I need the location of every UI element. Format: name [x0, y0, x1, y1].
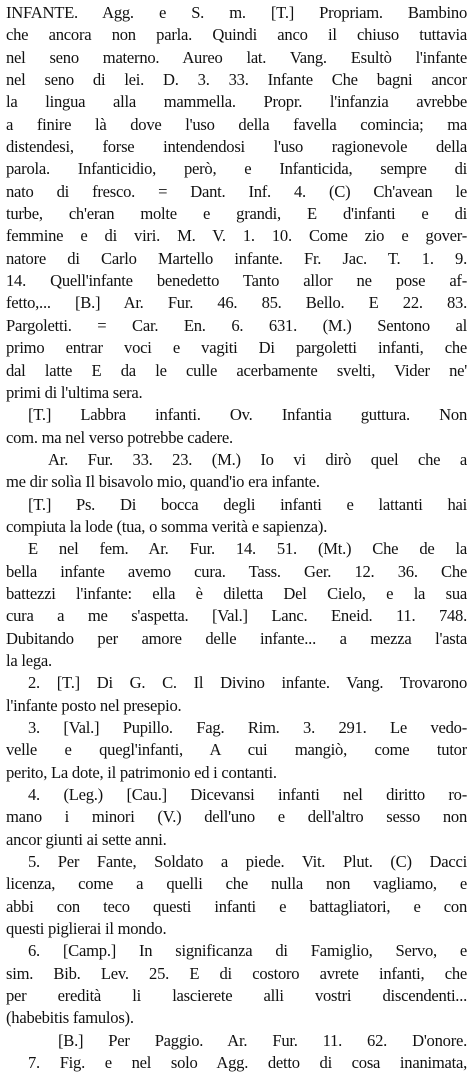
entry-text-line: femmine e di viri. M. V. 1. 10. Come zio e gover-: [6, 226, 467, 246]
entry-text-line: 4. (Leg.) [Cau.] Dicevansi infanti nel diritto ro-: [28, 785, 467, 805]
entry-text-line: abbi con teco questi infanti e battagliatori, e con: [6, 896, 467, 916]
entry-text-line: cura a me s'aspetta. [Val.] Lanc. Eneid. 11. 748.: [6, 606, 467, 626]
entry-text-line: dal latte E da le culle acerbamente svelti, Vider ne': [6, 360, 467, 380]
entry-text-line: nel seno di lei. D. 3. 33. Infante Che bagni ancor: [6, 70, 467, 90]
entry-text-line: questi piglierai il mondo.: [6, 919, 167, 939]
entry-text-line: battezzi l'infante: ella è diletta Del Cielo, e la sua: [6, 583, 467, 603]
entry-text-line: Ar. Fur. 33. 23. (M.) Io vi dirò quel che a: [48, 449, 467, 469]
entry-text-line: mano i minori (V.) dell'uno e dell'altro sesso non: [6, 807, 467, 827]
entry-text-line: la lingua alla mammella. Propr. l'infanzia avrebbe: [6, 92, 467, 112]
entry-text-line: [T.] Labbra infanti. Ov. Infantia guttura. Non: [28, 405, 467, 425]
entry-text-line: com. ma nel verso potrebbe cadere.: [6, 427, 233, 447]
entry-text-line: ancor giunti ai sette anni.: [6, 829, 167, 849]
entry-text-line: velle e quegl'infanti, A cui mangiò, come tutor: [6, 740, 467, 760]
entry-text-line: [B.] Per Paggio. Ar. Fur. 11. 62. D'onore.: [58, 1030, 467, 1050]
entry-text-line: parola. Infanticidio, però, e Infanticida, sempre di: [6, 159, 467, 179]
entry-text-line: [T.] Ps. Di bocca degli infanti e lattanti hai: [28, 494, 467, 514]
entry-text-line: l'infante posto nel presepio.: [6, 695, 182, 715]
entry-text-line: 3. [Val.] Pupillo. Fag. Rim. 3. 291. Le vedo-: [28, 718, 467, 737]
entry-text-line: compiuta la lode (tua, o somma verità e sapienza).: [6, 516, 328, 536]
entry-text-line: bella infante avemo cura. Tass. Ger. 12. 36. Che: [6, 561, 467, 581]
entry-text-line: nato di fresco. = Dant. Inf. 4. (C) Ch'avean le: [6, 181, 467, 201]
entry-text-line: a finire là dove l'uso della favella comincia; ma: [6, 114, 467, 134]
entry-text-line: primo entrar voci e vagiti Di pargoletti infanti, che: [6, 338, 467, 358]
entry-headline: INFANTE. Agg. e S. m. [T.] Propriam. Bambino: [6, 3, 467, 22]
entry-text-line: licenza, come a quelli che nulla non vagliamo, e: [6, 874, 467, 894]
entry-text-line: perito, La dote, il patrimonio ed i contanti.: [6, 762, 277, 782]
entry-text-line: sim. Bib. Lev. 25. E di costoro avrete infanti, che: [6, 963, 467, 983]
entry-text-line: distendesi, forse intendendosi l'uso ragionevole della: [6, 137, 467, 157]
entry-text-line: (habebitis famulos).: [6, 1008, 134, 1028]
entry-text-line: E nel fem. Ar. Fur. 14. 51. (Mt.) Che de la: [28, 539, 467, 559]
entry-text-line: 6. [Camp.] In significanza di Famiglio, Servo, e: [28, 941, 467, 961]
entry-text-line: che ancora non parla. Quindi anco il chiuso tuttavia: [6, 25, 467, 45]
entry-text-line: fetto,... [B.] Ar. Fur. 46. 85. Bello. E 22. 83.: [6, 293, 467, 313]
entry-text-line: Dubitando per amore delle infante... a mezza l'asta: [6, 628, 467, 648]
entry-text-line: natore di Carlo Martello infante. Fr. Jac. T. 1. 9.: [6, 248, 467, 268]
entry-text-line: 14. Quell'infante benedetto Tanto allor ne pose af-: [6, 271, 467, 291]
entry-text-line: me dir solìa Il bisavolo mio, quand'io era infante.: [6, 472, 320, 492]
entry-text-line: turbe, ch'eran molte e grandi, E d'infanti e di: [6, 204, 467, 224]
entry-text-line: nel seno materno. Aureo lat. Vang. Esultò l'infante: [6, 47, 467, 67]
entry-text-line: per eredità li lascierete alli vostri discendenti...: [6, 986, 467, 1006]
entry-text-line: 2. [T.] Di G. C. Il Divino infante. Vang. Trovarono: [28, 673, 467, 693]
entry-text-line: 5. Per Fante, Soldato a piede. Vit. Plut. (C) Dacci: [28, 852, 467, 872]
entry-text-line: Pargoletti. = Car. En. 6. 631. (M.) Sentono al: [6, 315, 467, 335]
entry-text-line: la lega.: [6, 650, 52, 670]
entry-text-line: primi di l'ultima sera.: [6, 382, 143, 402]
entry-text-line: 7. Fig. e nel solo Agg. detto di cosa inanimata,: [28, 1053, 467, 1073]
